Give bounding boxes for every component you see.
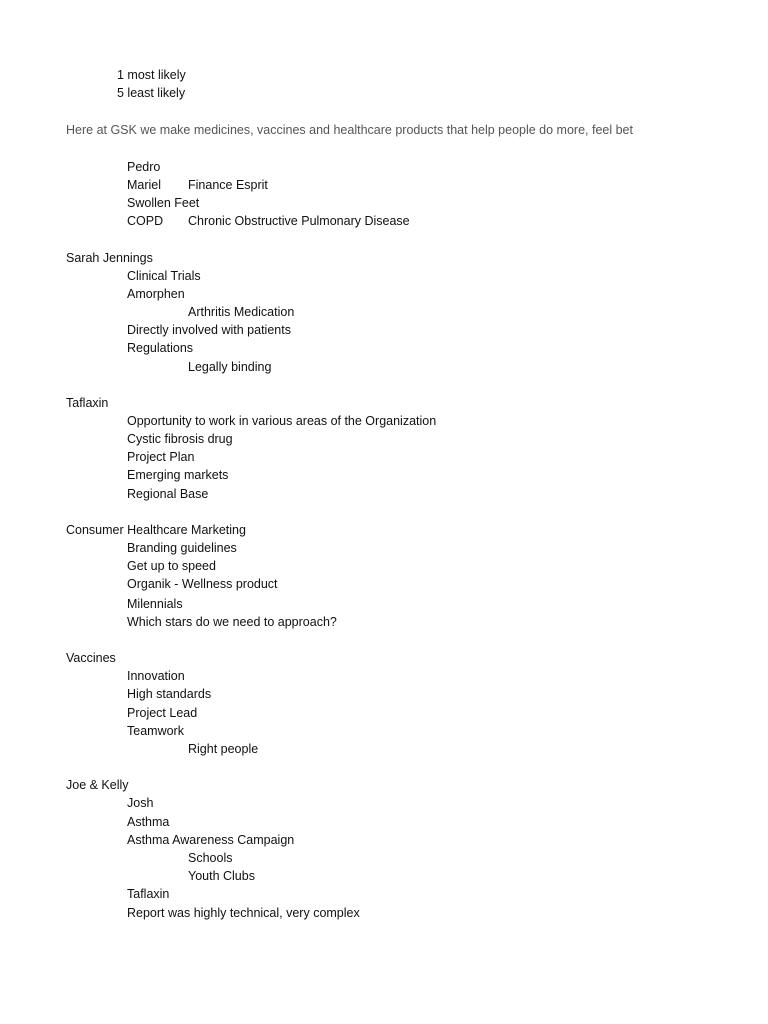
taflaxin-heading: Taflaxin: [66, 396, 109, 410]
copd-abbr: COPD: [127, 214, 164, 228]
joe-asthma: Asthma: [127, 815, 170, 829]
sarah-heading: Sarah Jennings: [66, 251, 153, 265]
taflaxin-plan: Project Plan: [127, 450, 195, 464]
consumer-organik: Organik - Wellness product: [127, 577, 278, 591]
sarah-clinical: Clinical Trials: [127, 269, 201, 283]
consumer-speed: Get up to speed: [127, 559, 216, 573]
vaccines-lead: Project Lead: [127, 706, 198, 720]
consumer-stars: Which stars do we need to approach?: [127, 615, 337, 629]
vaccines-teamwork: Teamwork: [127, 724, 184, 738]
sarah-amorphen: Amorphen: [127, 287, 185, 301]
joe-taflaxin: Taflaxin: [127, 887, 170, 901]
consumer-millennials: Milennials: [127, 597, 183, 611]
sarah-binding: Legally binding: [188, 360, 272, 374]
copd-line: [127, 213, 527, 229]
mariel-line: [127, 177, 527, 193]
taflaxin-regional: Regional Base: [127, 487, 209, 501]
taflaxin-opportunity: Opportunity to work in various areas of the Organization: [127, 414, 437, 428]
legend-least: 5 least likely: [117, 86, 186, 100]
joe-heading: Joe & Kelly: [66, 778, 129, 792]
vaccines-people: Right people: [188, 742, 259, 756]
sarah-patients: Directly involved with patients: [127, 323, 291, 337]
joe-josh: Josh: [127, 796, 154, 810]
vaccines-innovation: Innovation: [127, 669, 185, 683]
consumer-heading: Consumer Healthcare Marketing: [66, 523, 246, 537]
pedro-line: Pedro: [127, 160, 161, 174]
copd-note: Chronic Obstructive Pulmonary Disease: [188, 214, 410, 228]
consumer-branding: Branding guidelines: [127, 541, 237, 555]
legend-most: 1 most likely: [117, 68, 186, 82]
taflaxin-cystic: Cystic fibrosis drug: [127, 432, 233, 446]
joe-campaign: Asthma Awareness Campaign: [127, 833, 295, 847]
taflaxin-emerging: Emerging markets: [127, 468, 229, 482]
vaccines-heading: Vaccines: [66, 651, 116, 665]
sarah-arthritis: Arthritis Medication: [188, 305, 295, 319]
mariel-note: Finance Esprit: [188, 178, 268, 192]
joe-report: Report was highly technical, very complex: [127, 906, 360, 920]
intro-line: Here at GSK we make medicines, vaccines and healthcare products that help people do more, feel bet: [66, 123, 633, 137]
vaccines-standards: High standards: [127, 687, 212, 701]
swollen-line: Swollen Feet: [127, 196, 200, 210]
joe-schools: Schools: [188, 851, 233, 865]
sarah-regulations: Regulations: [127, 341, 194, 355]
mariel-name: Mariel: [127, 178, 162, 192]
joe-youth: Youth Clubs: [188, 869, 255, 883]
